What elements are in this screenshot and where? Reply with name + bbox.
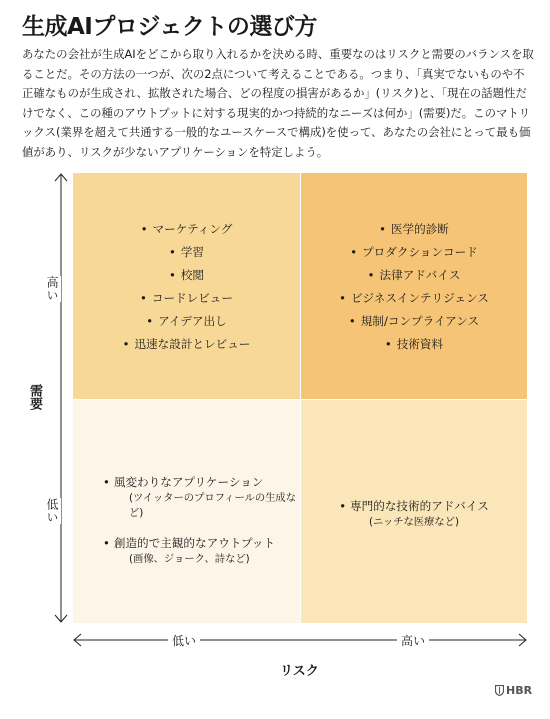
x-axis-arrow — [74, 634, 526, 646]
x-axis-high-label: 高い — [397, 632, 429, 649]
intro-text: あなたの会社が生成AIをどこから取り入れるかを決める時、重要なのはリスクと需要のバランスを取ることだ。その方法の一つが、次の2点について考えることである。つまり、「真実でないものや不正確なものが生成され、拡散された場合、どの程度の損害があるか」(リスク)と、「現在の話題性だけでなく、この種のアウトプットに対する現実的かつ持続的なニーズは何か」(需要)だ。このマトリックス(業界を超えて共通する一般的なユースケースで構成)を使って、あなたの会社にとって最も価値があり、リスクが少ないアプリケーションを特定しよう。 — [22, 47, 534, 159]
y-axis-high-label: 高い — [45, 276, 59, 302]
x-axis-title: リスク — [280, 664, 319, 679]
list-item: • アイデア出し — [123, 310, 251, 333]
shield-icon — [495, 685, 504, 696]
item-note: (画像、ジョーク、詩など) — [129, 553, 250, 565]
y-axis-title: 需要 — [27, 384, 42, 410]
item-label: • 風変わりなアプリケーション — [103, 474, 300, 491]
y-axis-arrow — [55, 174, 67, 622]
list-item: • 迅速な設計とレビュー — [123, 333, 251, 356]
item-note: (ツイッターのプロフィールの生成など) — [129, 492, 297, 519]
list-item: • プロダクションコード — [339, 241, 489, 264]
brand-text: HBR — [506, 684, 533, 697]
y-axis-low-label: 低い — [45, 498, 59, 524]
item-label: • 専門的な技術的アドバイス — [339, 498, 489, 515]
x-axis-low-label: 低い — [168, 632, 200, 649]
list-item: • 規制/コンプライアンス — [339, 310, 489, 333]
item-note: (ニッチな医療など) — [369, 516, 459, 528]
list-item: • 校閲 — [123, 264, 251, 287]
list-item: • マーケティング — [123, 218, 251, 241]
item-label: • 創造的で主観的なアウトプット — [103, 535, 275, 552]
list-item: • 学習 — [123, 241, 251, 264]
page-title: 生成AIプロジェクトの選び方 — [22, 14, 317, 40]
list-item: • 医学的診断 — [339, 218, 489, 241]
list-item: • 技術資料 — [339, 333, 489, 356]
list-item: • ビジネスインテリジェンス — [339, 287, 489, 310]
list-item: • コードレビュー — [123, 287, 251, 310]
list-item: • 法律アドバイス — [339, 264, 489, 287]
hbr-logo — [495, 684, 532, 697]
